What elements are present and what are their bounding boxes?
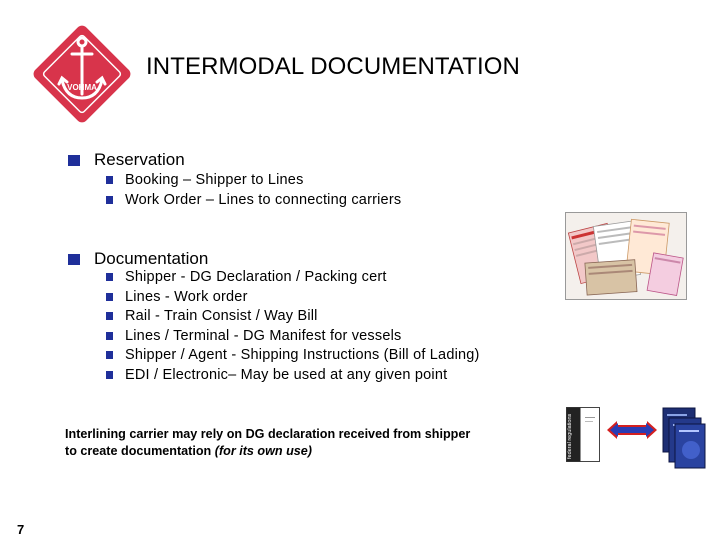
section-heading-label: Reservation <box>94 150 185 169</box>
bullet-icon <box>106 332 113 340</box>
bullet-icon <box>106 273 113 281</box>
dg-code-books-image <box>661 406 707 470</box>
section-heading-documentation <box>68 249 208 269</box>
list-item: Lines / Terminal - DG Manifest for vessels <box>106 327 480 347</box>
note-italic-text: (for its own use) <box>214 443 313 458</box>
vohma-anchor-logo <box>26 18 138 130</box>
list-item: Rail - Train Consist / Way Bill <box>106 307 480 327</box>
logo-text: VOHMA <box>67 83 97 92</box>
bullet-icon <box>106 371 113 379</box>
list-item: Work Order – Lines to connecting carriers <box>106 191 401 211</box>
double-arrow-icon <box>606 420 658 440</box>
bullet-icon <box>106 196 113 204</box>
note-text: Interlining carrier may rely on DG declaration received from shipper to create documentation <box>65 427 471 458</box>
documentation-list <box>106 268 480 386</box>
page-number: 7 <box>17 522 25 537</box>
reservation-list <box>106 171 401 210</box>
slide-title: INTERMODAL DOCUMENTATION <box>146 53 520 80</box>
section-heading-reservation <box>68 150 185 170</box>
list-item: EDI / Electronic– May be used at any given point <box>106 366 480 386</box>
list-item: Booking – Shipper to Lines <box>106 171 401 191</box>
list-item: Lines - Work order <box>106 288 480 308</box>
manual-spine-text: federal regulations <box>567 413 573 459</box>
list-item: Shipper / Agent - Shipping Instructions (Bill of Lading) <box>106 346 480 366</box>
bullet-icon <box>106 176 113 184</box>
bullet-icon <box>106 312 113 320</box>
bullet-icon <box>106 293 113 301</box>
square-bullet-icon <box>68 254 80 265</box>
bullet-icon <box>106 351 113 359</box>
manual-spine <box>567 409 580 459</box>
shipping-documents-image <box>565 212 687 300</box>
interlining-note <box>65 426 485 459</box>
square-bullet-icon <box>68 155 80 166</box>
list-item: Shipper - DG Declaration / Packing cert <box>106 268 480 288</box>
section-heading-label: Documentation <box>94 249 209 268</box>
